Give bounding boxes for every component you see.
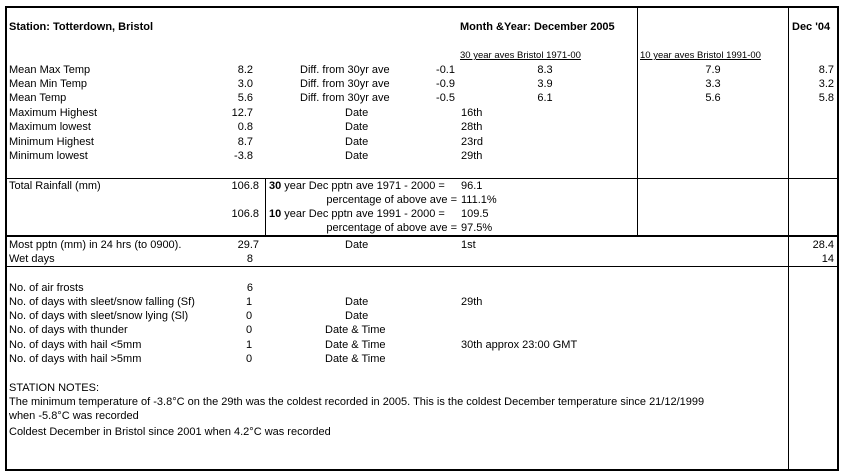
rain-pct-10: 97.5% xyxy=(461,222,493,234)
extreme-date: 16th xyxy=(461,107,483,119)
most-pptn-value: 29.7 xyxy=(237,239,259,251)
rain-ave30-line xyxy=(269,180,445,193)
ave30-heading: 30 year aves Bristol 1971-00 xyxy=(460,50,581,61)
diff-value: -0.9 xyxy=(436,78,455,90)
divider-rain-top xyxy=(5,178,839,179)
notes-heading: STATION NOTES: xyxy=(9,382,100,394)
extreme-value: 12.7 xyxy=(231,107,253,119)
ave30-value: 6.1 xyxy=(537,92,553,104)
prev-value: 8.7 xyxy=(818,64,834,76)
extreme-value: 8.7 xyxy=(237,136,253,148)
ave10-heading: 10 year aves Bristol 1991-00 xyxy=(640,50,761,61)
days-date: 30th approx 23:00 GMT xyxy=(461,339,578,351)
days-value: 6 xyxy=(246,282,253,294)
days-value: 0 xyxy=(246,310,253,322)
temp-label: Mean Temp xyxy=(9,92,67,104)
divider-ave10-left xyxy=(637,8,638,235)
wet-days-label: Wet days xyxy=(9,253,55,265)
date-label: Date & Time xyxy=(325,353,386,365)
extreme-date: 28th xyxy=(461,121,483,133)
temp-value: 8.2 xyxy=(237,64,253,76)
days-label: No. of days with hail >5mm xyxy=(9,353,142,365)
date-label: Date xyxy=(345,310,369,322)
days-label: No. of days with thunder xyxy=(9,324,128,336)
temp-value: 5.6 xyxy=(237,92,253,104)
rain-pct-30: 111.1% xyxy=(461,194,497,206)
days-value: 0 xyxy=(246,324,253,336)
divider-pptn-top xyxy=(5,235,839,237)
extreme-date: 29th xyxy=(461,150,483,162)
date-label: Date & Time xyxy=(325,339,386,351)
rain-ave10-line xyxy=(269,208,445,221)
extreme-value: -3.8 xyxy=(234,150,253,162)
days-label: No. of air frosts xyxy=(9,282,84,294)
extreme-value: 0.8 xyxy=(237,121,253,133)
date-label: Date xyxy=(345,121,369,133)
date-label: Date xyxy=(345,107,369,119)
days-label: No. of days with hail <5mm xyxy=(9,339,142,351)
ave10-value: 5.6 xyxy=(705,92,721,104)
ave30-value: 8.3 xyxy=(537,64,553,76)
wet-days-prev: 14 xyxy=(821,253,834,265)
rainfall-value: 106.8 xyxy=(231,180,259,192)
rain-ave10-text: year Dec pptn ave 1991 - 2000 = xyxy=(281,208,445,220)
wet-days-value: 8 xyxy=(246,253,253,265)
most-pptn-date-label: Date xyxy=(345,239,369,251)
prev-value: 3.2 xyxy=(818,78,834,90)
border-bottom xyxy=(5,469,839,471)
rain-ave10-value: 109.5 xyxy=(461,208,489,220)
date-label: Date xyxy=(345,150,369,162)
notes-line: when -5.8°C was recorded xyxy=(9,410,139,422)
notes-line: Coldest December in Bristol since 2001 when 4.2°C was recorded xyxy=(9,426,331,438)
rainfall-value-2: 106.8 xyxy=(231,208,259,220)
extreme-label: Maximum Highest xyxy=(9,107,98,119)
extreme-date: 23rd xyxy=(461,136,484,148)
border-top xyxy=(5,6,839,8)
divider-prev-left xyxy=(788,8,789,469)
rain-ave30-text: year Dec pptn ave 1971 - 2000 = xyxy=(281,180,445,192)
most-pptn-label: Most pptn (mm) in 24 hrs (to 0900). xyxy=(9,239,182,251)
days-value: 1 xyxy=(246,339,253,351)
temp-label: Mean Max Temp xyxy=(9,64,91,76)
most-pptn-prev: 28.4 xyxy=(812,239,834,251)
days-value: 0 xyxy=(246,353,253,365)
days-label: No. of days with sleet/snow lying (Sl) xyxy=(9,310,189,322)
notes-line: The minimum temperature of -3.8°C on the 29th was the coldest recorded in 2005. This is the coldest December temperature since 21/12/1999 xyxy=(9,396,705,408)
divider-days-top xyxy=(5,266,839,267)
rain-ave10-years: 10 xyxy=(269,208,282,220)
days-label: No. of days with sleet/snow falling (Sf) xyxy=(9,296,195,308)
diff-label: Diff. from 30yr ave xyxy=(300,92,390,104)
ave10-value: 3.3 xyxy=(705,78,721,90)
border-right xyxy=(837,6,839,471)
extreme-label: Minimum Highest xyxy=(9,136,94,148)
ave10-value: 7.9 xyxy=(705,64,721,76)
ave30-value: 3.9 xyxy=(537,78,553,90)
station-name: Station: Totterdown, Bristol xyxy=(9,21,154,33)
date-label: Date xyxy=(345,296,369,308)
diff-value: -0.5 xyxy=(436,92,455,104)
diff-label: Diff. from 30yr ave xyxy=(300,78,390,90)
prev-value: 5.8 xyxy=(818,92,834,104)
days-value: 1 xyxy=(246,296,253,308)
border-left xyxy=(5,6,7,471)
rainfall-label: Total Rainfall (mm) xyxy=(9,180,101,192)
temp-label: Mean Min Temp xyxy=(9,78,88,90)
diff-label: Diff. from 30yr ave xyxy=(300,64,390,76)
pct-label: percentage of above ave = xyxy=(326,222,457,234)
rain-ave30-value: 96.1 xyxy=(461,180,483,192)
extreme-label: Minimum lowest xyxy=(9,150,88,162)
rain-ave30-years: 30 xyxy=(269,180,282,192)
date-label: Date & Time xyxy=(325,324,386,336)
prev-year-heading: Dec '04 xyxy=(792,21,831,33)
month-year: Month &Year: December 2005 xyxy=(460,21,615,33)
diff-value: -0.1 xyxy=(436,64,455,76)
temp-value: 3.0 xyxy=(237,78,253,90)
days-date: 29th xyxy=(461,296,483,308)
most-pptn-date: 1st xyxy=(461,239,476,251)
date-label: Date xyxy=(345,136,369,148)
pct-label: percentage of above ave = xyxy=(326,194,457,206)
extreme-label: Maximum lowest xyxy=(9,121,91,133)
